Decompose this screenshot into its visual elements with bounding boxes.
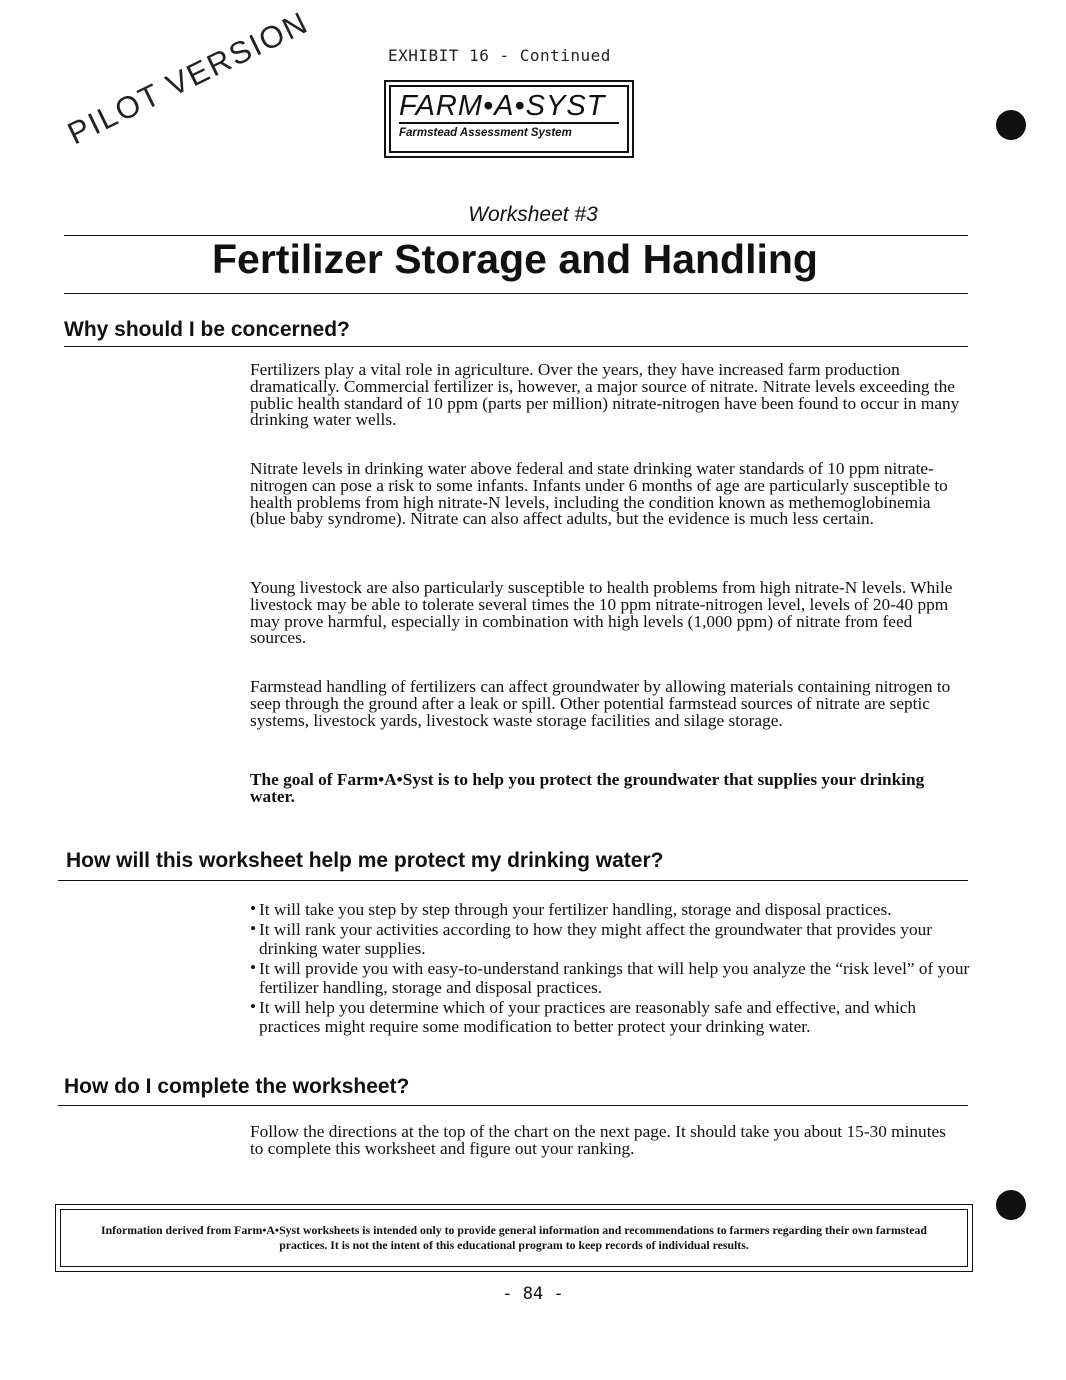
list-item: • It will provide you with easy-to-understand rankings that will help you analyze the “risk level” of your fertilizer handling, storage and disposal practices. <box>250 959 975 998</box>
goal-statement: The goal of Farm•A•Syst is to help you protect the groundwater that supplies your drinking water. <box>250 770 925 806</box>
exhibit-label: EXHIBIT 16 - Continued <box>388 46 611 65</box>
page-number: - 84 - <box>502 1284 564 1304</box>
section-heading-help: How will this worksheet help me protect my drinking water? <box>66 849 664 872</box>
section-heading-concern: Why should I be concerned? <box>64 318 350 341</box>
list-item: • It will rank your activities according to how they might affect the groundwater that provides your drinking water supplies. <box>250 920 975 959</box>
title-rule-bottom <box>64 293 968 294</box>
farm-a-syst-logo <box>384 80 634 158</box>
section-heading-complete: How do I complete the worksheet? <box>64 1075 410 1098</box>
worksheet-number: Worksheet #3 <box>468 203 598 226</box>
logo-subtitle: Farmstead Assessment System <box>399 127 572 139</box>
concern-paragraph-2: Nitrate levels in drinking water above federal and state drinking water standards of 10 ppm nitrate-nitrogen can pose a risk to some infants. Infants under 6 months of age are particularly susceptible to health problems from high nitrate-N levels, including the condition known as methemoglobinemia (blue baby syndrome). Nitrate can also affect adults, but the evidence is much less certain. <box>250 459 948 529</box>
complete-paragraph: Follow the directions at the top of the chart on the next page. It should take you about 15-30 minutes to complete this worksheet and figure out your ranking. <box>250 1122 946 1158</box>
punch-hole-top <box>996 110 1026 140</box>
concern-paragraph-1: Fertilizers play a vital role in agriculture. Over the years, they have increased farm production dramatically. Commercial fertilizer is, however, a major source of nitrate. Nitrate levels exceeding the public health standard of 10 ppm (parts per million) nitrate-nitrogen have been found to occur in many drinking water wells. <box>250 360 960 430</box>
list-item: • It will take you step by step through your fertilizer handling, storage and disposal practices. <box>250 900 975 920</box>
information-disclaimer-box <box>55 1204 973 1272</box>
concern-paragraph-3: Young livestock are also particularly susceptible to health problems from high nitrate-N levels. While livestock may be able to tolerate several times the 10 ppm nitrate-nitrogen level, levels of 20-40 ppm may prove harmful, especially in combination with high levels (1,000 ppm) of nitrate from feed sources. <box>250 578 953 648</box>
pilot-version-stamp: PILOT VERSION <box>62 4 314 152</box>
logo-title: FARM•A•SYST <box>399 91 619 124</box>
information-disclaimer-text: Information derived from Farm•A•Syst worksheets is intended only to provide general information and recommendations to farmers regarding their own farmstead practices. It is not the intent of this educational program to keep records of individual results. <box>60 1209 968 1267</box>
section-rule-help <box>58 880 968 881</box>
section-rule-complete <box>58 1105 968 1106</box>
punch-hole-bottom <box>996 1190 1026 1220</box>
concern-paragraph-4: Farmstead handling of fertilizers can affect groundwater by allowing materials containing nitrogen to seep through the ground after a leak or spill. Other potential farmstead sources of nitrate are septic systems, livestock yards, livestock waste storage facilities and silage storage. <box>250 677 951 730</box>
section-rule-concern <box>64 346 968 347</box>
benefits-list <box>250 900 975 1037</box>
list-item: • It will help you determine which of your practices are reasonably safe and effective, and which practices might require some modification to better protect your drinking water. <box>250 998 975 1037</box>
page-title: Fertilizer Storage and Handling <box>212 236 818 282</box>
